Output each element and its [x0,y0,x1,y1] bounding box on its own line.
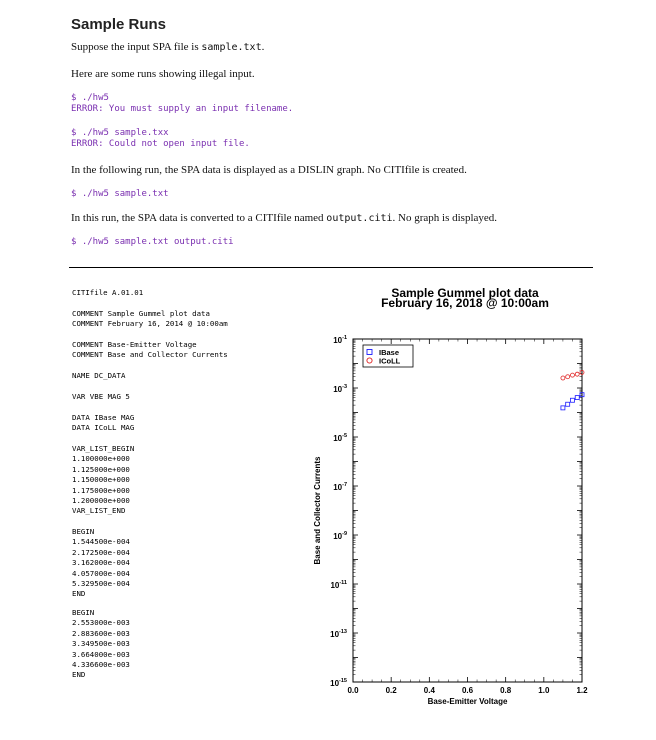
x-axis-label: Base-Emitter Voltage [427,697,508,706]
y-tick-label: $10^{-3}$ [333,384,347,394]
citi-line: VAR VBE MAG 5 [72,392,130,401]
citi-line: COMMENT February 16, 2014 @ 10:00am [72,319,228,329]
chart-title: Sample Gummel plot data [391,286,539,300]
citi-line: 1.100000e+000 [72,454,130,464]
citi-line: BEGIN [72,527,95,536]
convert-text-end: . No graph is displayed. [392,212,498,224]
convert-run-paragraph [71,212,497,224]
citi-comment-block-2 [72,340,228,361]
intro-text: Suppose the input SPA file is [71,41,202,53]
section-heading: Sample Runs [71,16,167,33]
filename-code: sample.txt [201,42,262,53]
citi-line: 3.349500e-003 [72,639,130,649]
x-tick-label: 0.6 [461,686,474,695]
y-tick-label: $10^{-5}$ [333,433,347,443]
citi-line: END [72,670,86,680]
output-filename-code: output.citi [326,213,393,224]
horizontal-rule [69,267,593,268]
citi-var-block [72,392,130,402]
citi-line: DATA ICoLL MAG [72,423,135,433]
intro-paragraph [71,41,264,53]
data-point-ibase [561,406,565,410]
run2-error: ERROR: Could not open input file. [71,139,250,149]
citi-line: COMMENT Sample Gummel plot data [72,309,210,318]
data-point-icoll [561,376,565,380]
y-tick-label: $10^{-15}$ [330,678,347,688]
graph-run-paragraph: In the following run, the SPA data is displayed as a DISLIN graph. No CITIfile is created. [71,164,467,176]
x-tick-label: 0.2 [385,686,397,695]
citi-data-block [72,413,134,434]
y-tick-label: $10^{-13}$ [330,629,347,639]
data-point-icoll [570,373,574,377]
citi-line: COMMENT Base and Collector Currents [72,350,228,360]
citi-line: NAME DC_DATA [72,371,126,380]
citi-line: BEGIN [72,608,95,617]
data-point-icoll [575,372,579,376]
run2-command: $ ./hw5 sample.txx [71,128,169,138]
data-point-ibase [566,402,570,406]
citi-line: CITIfile A.01.01 [72,288,144,297]
citi-line: 2.172500e-004 [72,547,130,557]
x-tick-label: 0.4 [423,686,435,695]
legend-label: IBase [379,348,400,357]
chart-subtitle: February 16, 2018 @ 10:00am [381,296,549,310]
citi-line: 5.329500e-004 [72,579,130,589]
citi-line: 1.150000e+000 [72,475,130,485]
citi-icoll-block [72,608,130,681]
x-tick-label: 1.2 [576,686,588,695]
citi-line: 3.162000e-004 [72,558,130,568]
run4-command: $ ./hw5 sample.txt output.citi [71,237,234,247]
citi-comment-block [72,309,228,330]
citi-line: 2.553000e-003 [72,618,130,628]
citi-ibase-block [72,527,130,600]
y-tick-label: $10^{-1}$ [333,335,347,345]
legend-label: ICoLL [379,356,401,366]
run1-error: ERROR: You must supply an input filename. [71,104,294,114]
citi-line: VAR_LIST_BEGIN [72,444,135,453]
citi-line: DATA IBase MAG [72,413,135,422]
citi-line: END [72,589,86,599]
citi-line: 1.175000e+000 [72,485,130,495]
y-tick-label: $10^{-9}$ [333,531,347,541]
convert-text: In this run, the SPA data is converted to a CITIfile named [71,212,327,224]
data-point-icoll [566,375,570,379]
citi-header-block [72,288,143,298]
citi-line: 3.664000e-003 [72,649,130,659]
citi-line: 2.883600e-003 [72,628,130,638]
x-tick-label: 1.0 [538,686,550,695]
intro-period: . [261,41,265,53]
y-tick-label: $10^{-11}$ [330,580,347,590]
citi-line: 1.125000e+000 [72,464,130,474]
run1-command: $ ./hw5 [71,93,109,103]
illegal-input-paragraph: Here are some runs showing illegal input. [71,68,255,80]
citi-name-block [72,371,125,381]
citi-line: 1.544500e-004 [72,537,130,547]
citi-line: COMMENT Base-Emitter Voltage [72,340,197,349]
gummel-plot [300,320,600,715]
run3-command: $ ./hw5 sample.txt [71,189,169,199]
y-tick-label: $10^{-7}$ [333,482,347,492]
citi-line: VAR_LIST_END [72,506,126,516]
x-tick-label: 0.0 [347,686,359,695]
citi-line: 4.336600e-003 [72,660,130,670]
data-point-ibase [570,398,574,402]
plot-frame [353,339,582,682]
citi-line: 4.057000e-004 [72,568,130,578]
x-tick-label: 0.8 [500,686,512,695]
data-point-ibase [575,396,579,400]
citi-line: 1.200000e+000 [72,496,130,506]
y-axis-label: Base and Collector Currents [313,456,322,565]
citi-varlist-block [72,444,134,517]
